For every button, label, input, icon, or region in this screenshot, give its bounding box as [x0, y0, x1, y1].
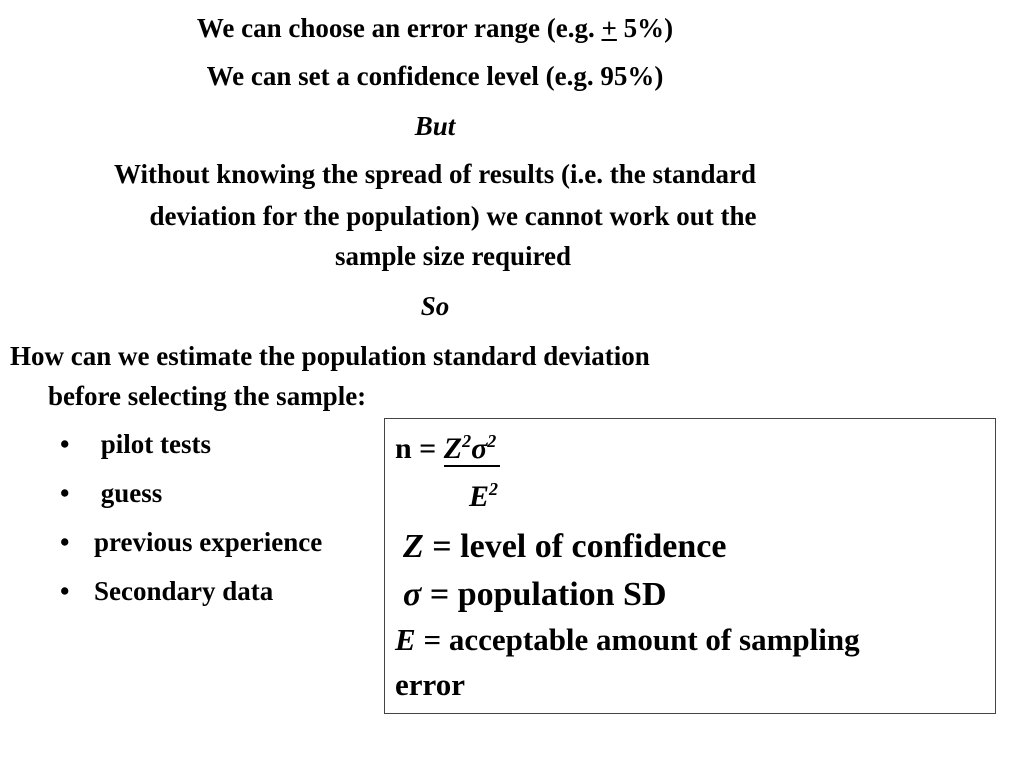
estimation-methods-list: [60, 424, 322, 620]
sample-size-formula-box: [384, 418, 996, 714]
list-item-text: guess: [94, 478, 163, 508]
spread-paragraph-line-1: Without knowing the spread of results (i.e. the standard: [113, 159, 757, 189]
error-range-value: 5%): [616, 13, 674, 43]
error-range-text: We can choose an error range (e.g.: [196, 13, 602, 43]
bullet-icon: •: [60, 527, 70, 557]
list-item-text: Secondary data: [94, 576, 274, 606]
definition-z-text: = level of confidence: [423, 528, 727, 565]
definition-z-symbol: Z: [403, 528, 424, 565]
bullet-icon: •: [60, 478, 70, 508]
spread-paragraph-line-3: sample size required: [335, 241, 571, 271]
sigma-symbol: σ: [471, 432, 488, 465]
list-item-text: previous experience: [94, 527, 323, 557]
z-exponent: 2: [462, 431, 472, 452]
estimate-question-line-2: before selecting the sample:: [48, 381, 367, 411]
spread-paragraph-line-2: deviation for the population) we cannot work out the: [149, 201, 757, 231]
list-item: [60, 473, 322, 522]
e-exponent: 2: [489, 479, 499, 500]
definition-e-text: = acceptable amount of sampling: [415, 622, 860, 657]
sigma-exponent: 2: [487, 431, 497, 452]
formula-numerator-line: [395, 429, 500, 469]
list-item: [60, 522, 322, 571]
formula-lhs: n =: [395, 432, 444, 465]
definition-e-continued: error: [395, 667, 465, 702]
definition-e: [395, 619, 860, 661]
e-symbol: E: [469, 480, 490, 513]
list-item-text: pilot tests: [94, 429, 211, 459]
but-connector: But: [414, 111, 456, 141]
definition-sigma: [403, 573, 667, 617]
definition-sigma-text: = population SD: [421, 576, 667, 613]
plus-minus-sign: +: [601, 13, 617, 43]
so-connector: So: [420, 291, 450, 321]
list-item: [60, 571, 322, 620]
estimate-question-line-1: How can we estimate the population standard deviation: [10, 341, 650, 371]
error-range-line: [0, 8, 870, 48]
z-symbol: Z: [443, 432, 463, 465]
definition-sigma-symbol: σ: [403, 576, 422, 613]
definition-z: [403, 525, 726, 569]
definition-e-symbol: E: [395, 622, 416, 657]
bullet-icon: •: [60, 576, 70, 606]
formula-denominator: [469, 477, 498, 517]
list-item: [60, 424, 322, 473]
confidence-level-line: We can set a confidence level (e.g. 95%): [206, 61, 664, 91]
formula-numerator: [444, 432, 501, 467]
bullet-icon: •: [60, 429, 70, 459]
